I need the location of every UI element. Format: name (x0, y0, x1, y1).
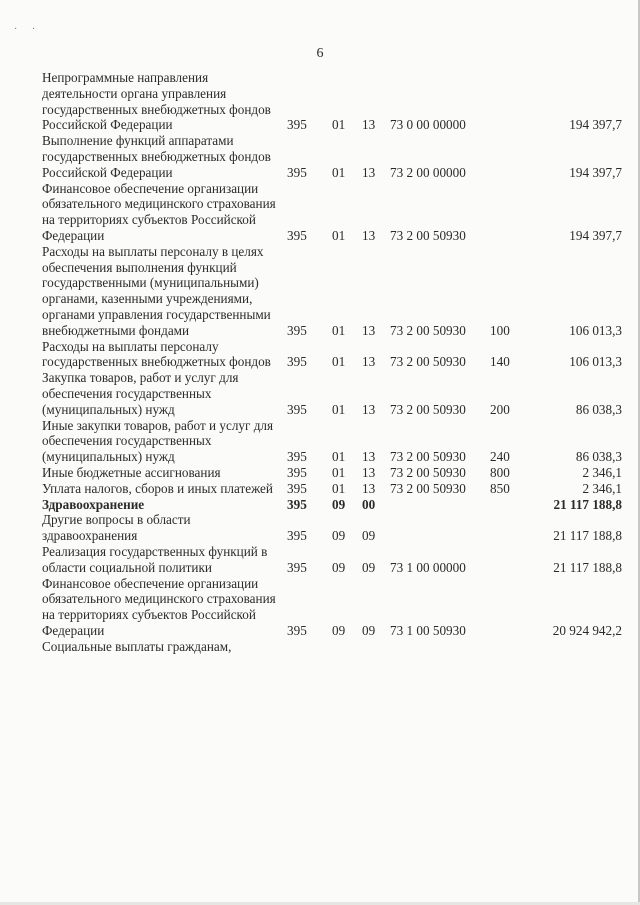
expense-type-code: 800 (490, 464, 510, 480)
subsection-code: 13 (362, 464, 376, 480)
subsection-code: 13 (362, 117, 376, 133)
amount: 106 013,3 (569, 322, 622, 338)
department-code: 395 (287, 480, 307, 496)
subsection-code: 13 (362, 480, 376, 496)
budget-table (42, 70, 622, 654)
table-row (42, 639, 622, 655)
target-article-code: 73 2 00 00000 (390, 164, 466, 180)
section-code: 01 (332, 449, 346, 465)
table-row (42, 576, 622, 639)
row-name: Финансовое обеспечение организации обязательного медицинского страхования на территориях субъектов Российской Федерации (42, 575, 276, 638)
amount: 194 397,7 (569, 227, 622, 243)
section-code: 01 (332, 401, 346, 417)
target-article-code: 73 1 00 50930 (390, 622, 466, 638)
subsection-code: 09 (362, 559, 376, 575)
table-row (42, 70, 622, 133)
subsection-code: 13 (362, 401, 376, 417)
target-article-code: 73 2 00 50930 (390, 227, 466, 243)
section-code: 09 (332, 528, 346, 544)
subsection-code: 00 (362, 496, 376, 512)
subsection-code: 09 (362, 622, 376, 638)
amount: 194 397,7 (569, 164, 622, 180)
table-row (42, 497, 622, 513)
table-row (42, 370, 622, 417)
subsection-code: 13 (362, 164, 376, 180)
target-article-code: 73 2 00 50930 (390, 464, 466, 480)
department-code: 395 (287, 401, 307, 417)
row-name: Непрограммные направления деятельности органа управления государственных внебюджетных фондов Российской Федерации (42, 70, 271, 133)
row-name: Социальные выплаты гражданам, (42, 638, 232, 654)
amount: 86 038,3 (575, 449, 622, 465)
subsection-code: 13 (362, 322, 376, 338)
target-article-code: 73 0 00 00000 (390, 117, 466, 133)
expense-type-code: 100 (490, 322, 510, 338)
target-article-code: 73 2 00 50930 (390, 480, 466, 496)
row-name: Финансовое обеспечение организации обязательного медицинского страхования на территориях субъектов Российской Федерации (42, 180, 276, 243)
department-code: 395 (287, 559, 307, 575)
section-code: 01 (332, 464, 346, 480)
table-row (42, 339, 622, 371)
row-name: Расходы на выплаты персоналу в целях обеспечения выполнения функций государственными (муниципальными) органами, казенными учреждениями, органами управления государственными внебюджетными фондами (42, 243, 271, 338)
target-article-code: 73 2 00 50930 (390, 354, 466, 370)
target-article-code: 73 2 00 50930 (390, 401, 466, 417)
row-name: Уплата налогов, сборов и иных платежей (42, 480, 273, 496)
section-code: 01 (332, 354, 346, 370)
subsection-code: 13 (362, 354, 376, 370)
section-code: 01 (332, 227, 346, 243)
row-name: Закупка товаров, работ и услуг для обеспечения государственных (муниципальных) нужд (42, 370, 239, 417)
amount: 194 397,7 (569, 117, 622, 133)
table-row (42, 244, 622, 339)
department-code: 395 (287, 117, 307, 133)
department-code: 395 (287, 164, 307, 180)
department-code: 395 (287, 354, 307, 370)
department-code: 395 (287, 449, 307, 465)
section-code: 01 (332, 322, 346, 338)
expense-type-code: 200 (490, 401, 510, 417)
section-code: 01 (332, 480, 346, 496)
subsection-code: 13 (362, 449, 376, 465)
amount: 86 038,3 (575, 401, 622, 417)
table-row (42, 418, 622, 465)
row-name: Здравоохранение (42, 496, 145, 512)
scan-artifact: · · (14, 24, 42, 35)
table-row (42, 544, 622, 576)
page-number: 6 (316, 46, 324, 61)
expense-type-code: 140 (490, 354, 510, 370)
table-row (42, 181, 622, 244)
expense-type-code: 850 (490, 480, 510, 496)
department-code: 395 (287, 496, 307, 512)
row-name: Реализация государственных функций в области социальной политики (42, 543, 268, 575)
section-code: 09 (332, 496, 346, 512)
amount: 21 117 188,8 (553, 559, 622, 575)
row-name: Выполнение функций аппаратами государственных внебюджетных фондов Российской Федерации (42, 133, 271, 180)
target-article-code: 73 2 00 50930 (390, 449, 466, 465)
amount: 21 117 188,8 (553, 528, 622, 544)
table-row (42, 512, 622, 544)
amount: 2 346,1 (582, 480, 622, 496)
amount: 21 117 188,8 (553, 496, 622, 512)
amount: 2 346,1 (582, 464, 622, 480)
table-row (42, 465, 622, 481)
row-name: Иные закупки товаров, работ и услуг для обеспечения государственных (муниципальных) нужд (42, 417, 274, 465)
expense-type-code: 240 (490, 449, 510, 465)
row-name: Расходы на выплаты персоналу государственных внебюджетных фондов (42, 338, 271, 370)
section-code: 01 (332, 117, 346, 133)
department-code: 395 (287, 227, 307, 243)
department-code: 395 (287, 464, 307, 480)
section-code: 09 (332, 559, 346, 575)
target-article-code: 73 2 00 50930 (390, 322, 466, 338)
row-name: Иные бюджетные ассигнования (42, 464, 221, 480)
subsection-code: 13 (362, 227, 376, 243)
department-code: 395 (287, 622, 307, 638)
section-code: 01 (332, 164, 346, 180)
row-name: Другие вопросы в области здравоохранения (42, 512, 191, 544)
table-row (42, 481, 622, 497)
department-code: 395 (287, 322, 307, 338)
table-row (42, 133, 622, 180)
target-article-code: 73 1 00 00000 (390, 559, 466, 575)
section-code: 09 (332, 622, 346, 638)
subsection-code: 09 (362, 528, 376, 544)
amount: 20 924 942,2 (552, 622, 622, 638)
department-code: 395 (287, 528, 307, 544)
amount: 106 013,3 (569, 354, 622, 370)
